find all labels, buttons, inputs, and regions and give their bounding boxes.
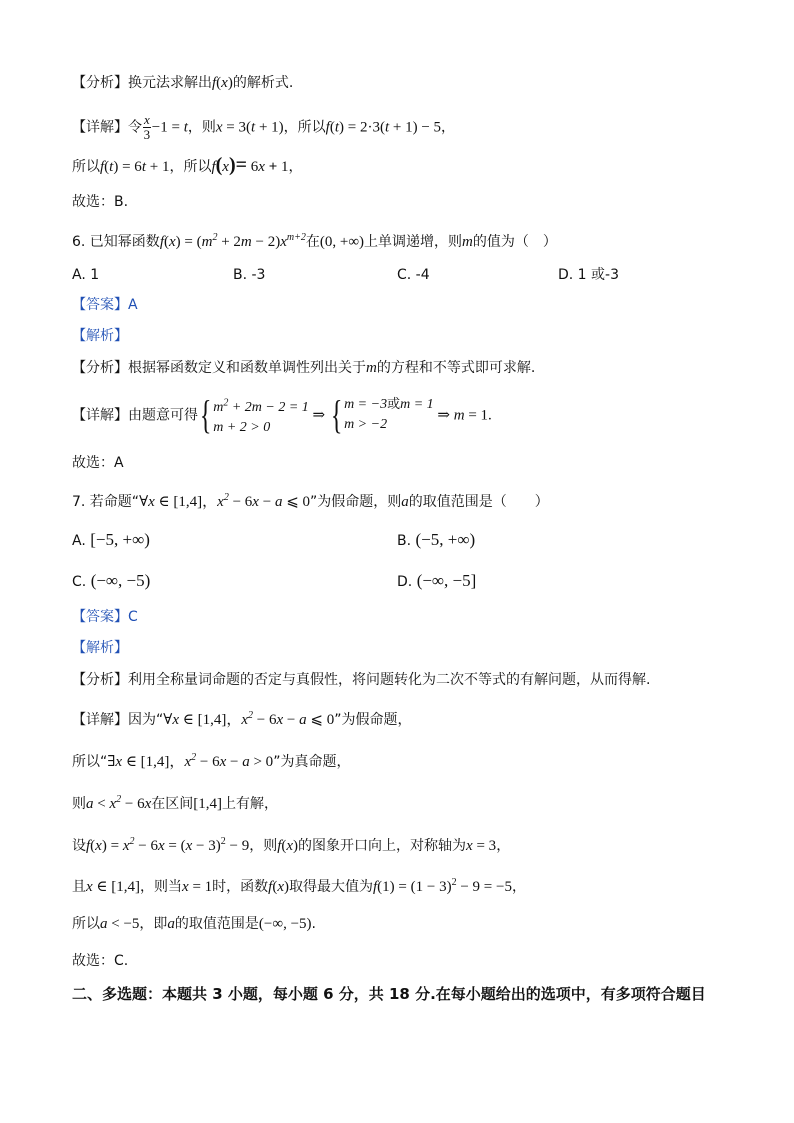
q7-option-c: C. (−∞, −5) <box>72 571 151 590</box>
q7-choose: 故选：C. <box>72 953 129 969</box>
q7-jiexi: 【解析】 <box>72 640 128 656</box>
question-7: 7. 若命题“∀x ∈ [1,4]，$x^2 - 6x - a$ ⩽ 0”为假命题，则a的取值范围是（ ） <box>72 492 549 510</box>
fraction-x-over-3: $\frac{x}{3}$ <box>143 112 151 142</box>
q6-option-a: A. 1 <box>72 267 100 283</box>
analysis-line: 【分析】换元法求解出f(x)的解析式. <box>72 75 294 91</box>
question-6: 6. 已知幂函数$f(x) = (m^2 + 2m - 2)x^{m+2}$在(0, +∞)上单调递增，则m的值为（ ） <box>72 232 557 250</box>
detail-line: 【详解】令 $\frac{x}{3}$ −1 = t，则x = 3(t + 1)，所以f(t) = 2·3(t + 1) − 5， <box>72 112 456 142</box>
q6-option-c: C. -4 <box>397 267 430 283</box>
q7-option-b: B. (−5, +∞) <box>397 530 476 549</box>
q6-option-b: B. -3 <box>233 267 266 283</box>
q6-option-d: D. 1 或-3 <box>558 267 619 283</box>
q6-choose: 故选：A <box>72 455 124 471</box>
q7-detail-1: 【详解】因为“∀x ∈ [1,4]，$x^2 - 6x - a$ ⩽ 0”为假命题， <box>72 710 412 728</box>
q7-option-a: A. [−5, +∞) <box>72 530 150 549</box>
section-2-heading: 二、多选题：本题共 3 小题，每小题 6 分，共 18 分.在每小题给出的选项中，有多项符合题目 <box>72 985 706 1003</box>
q7-detail-4: 设$f(x) = x^2 - 6x = (x - 3)^2 - 9$，则f(x)的图象开口向上，对称轴为x = 3， <box>72 836 511 854</box>
q7-detail-3: 则$a < x^2 - 6x$在区间[1,4]上有解， <box>72 794 279 812</box>
q6-jiexi: 【解析】 <box>72 328 128 344</box>
q7-analysis: 【分析】利用全称量词命题的否定与真假性，将问题转化为二次不等式的有解问题，从而得解. <box>72 672 651 688</box>
choice-line: 故选：B. <box>72 194 129 210</box>
q7-option-d: D. (−∞, −5] <box>397 571 477 590</box>
q6-detail: 【详解】由题意可得{ $m^2 + 2m - 2 = 1$ m + 2 > 0 ⇒ { m = −3或m = 1 m > −2 ⇒ m = 1. <box>72 392 492 438</box>
q7-detail-6: 所以a < −5，即a的取值范围是(−∞, −5). <box>72 916 316 932</box>
q7-answer: 【答案】C <box>72 609 138 625</box>
detail-line: 所以f(t) = 6t + 1，所以f(x)= 6x + 1， <box>72 154 303 176</box>
q7-detail-5: 且x ∈ [1,4]，则当x = 1时，函数f(x)取得最大值为$f(1) = (1 - 3)^2 - 9 = -5$， <box>72 877 526 895</box>
q6-analysis: 【分析】根据幂函数定义和函数单调性列出关于m的方程和不等式即可求解. <box>72 360 536 376</box>
q6-answer: 【答案】A <box>72 297 138 313</box>
math-fx: f <box>212 75 217 91</box>
q7-detail-2: 所以“∃x ∈ [1,4]，$x^2 - 6x - a > 0$”为真命题， <box>72 752 351 770</box>
